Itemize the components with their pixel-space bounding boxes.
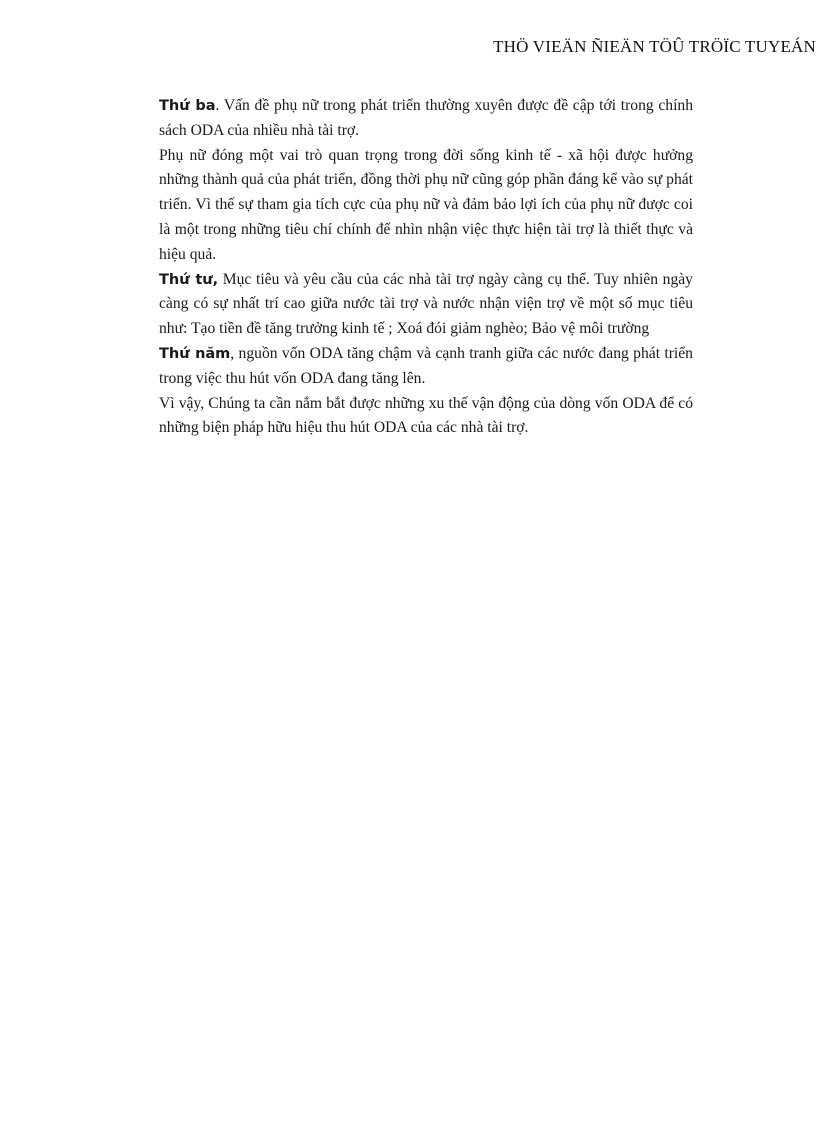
library-header-title: THÖ VIEÄN ÑIEÄN TÖÛ TRÖÏC TUYEÁN [493, 37, 816, 56]
paragraph-women-role [159, 144, 693, 268]
page-header [493, 37, 816, 57]
document-body [159, 94, 693, 441]
paragraph-text: Vì vậy, Chúng ta cần nắm bắt được những xu thế vận động của dòng vốn ODA để có những biện pháp hữu hiệu thu hút ODA của các nhà tài trợ. [159, 394, 693, 437]
paragraph-text: Phụ nữ đóng một vai trò quan trọng trong đời sống kinh tế - xã hội được hưởng những thành quả của phát triển, đồng thời phụ nữ cũng góp phần đáng kể vào sự phát triển. Vì thế sự tham gia tích cực của phụ nữ và đảm bảo lợi ích của phụ nữ được coi là một trong những tiêu chí chính để nhìn nhận việc thực hiện tài trợ là thiết thực và hiệu quả. [159, 146, 693, 263]
paragraph-thu-nam [159, 342, 693, 392]
paragraph-lead: Thứ năm [159, 345, 231, 362]
paragraph-thu-tu [159, 268, 693, 342]
paragraph-text: . Vấn đề phụ nữ trong phát triển thường xuyên được đề cập tới trong chính sách ODA của nhiều nhà tài trợ. [159, 97, 693, 139]
paragraph-text: Mục tiêu và yêu cầu của các nhà tài trợ ngày càng cụ thể. Tuy nhiên ngày càng có sự nhất trí cao giữa nước tài trợ và nước nhận viện trợ về một số mục tiêu như: Tạo tiền đề tăng trưởng kinh tế ; Xoá đói giảm nghèo; Bảo vệ môi trường [159, 270, 693, 338]
paragraph-text: , nguồn vốn ODA tăng chậm và cạnh tranh giữa các nước đang phát triển trong việc thu hút vốn ODA đang tăng lên. [159, 344, 693, 387]
paragraph-conclusion [159, 392, 693, 442]
paragraph-lead: Thứ tư, [159, 271, 219, 288]
paragraph-thu-ba [159, 94, 693, 144]
paragraph-lead: Thứ ba [159, 98, 216, 114]
